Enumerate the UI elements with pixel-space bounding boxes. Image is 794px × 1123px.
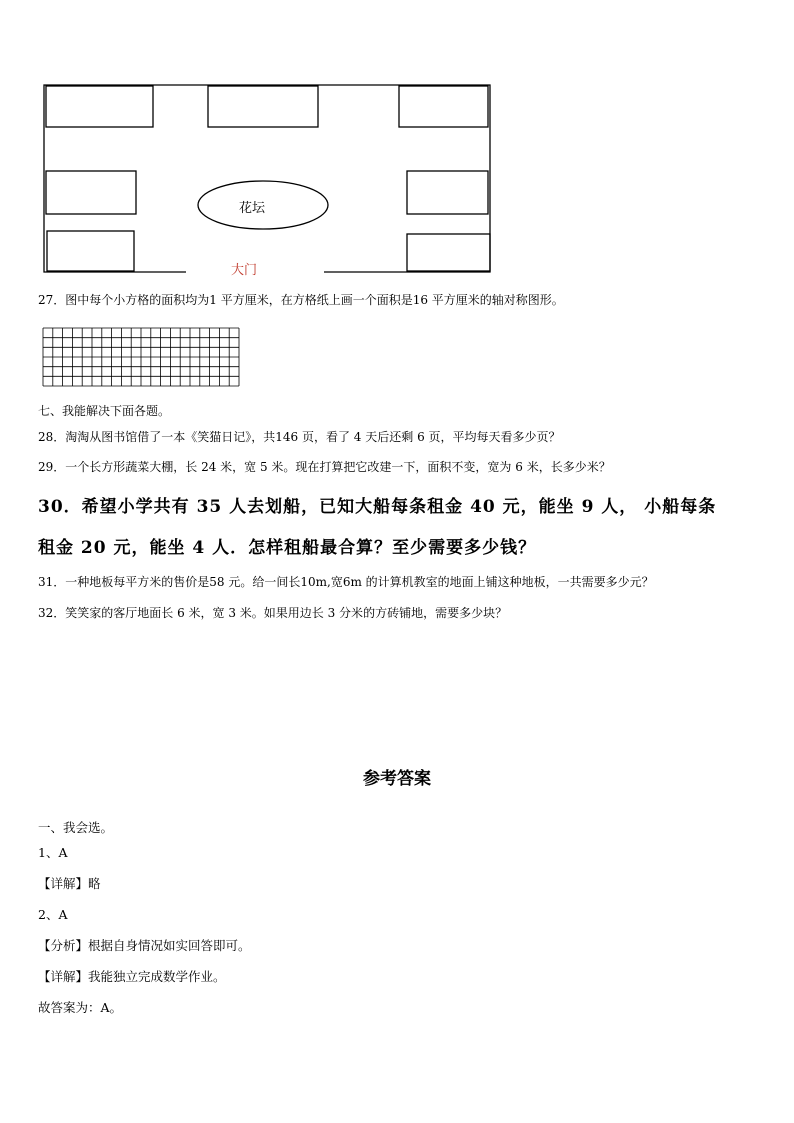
gate-label: 大门 — [230, 263, 258, 278]
building-top-right — [399, 86, 488, 127]
flower-bed-label: 花坛 — [238, 201, 266, 216]
question-30-line-1: 30．希望小学共有 35 人去划船，已知大船每条租金 40 元，能坐 9 人， 小船每条 — [38, 497, 717, 517]
answer-1: 1、A — [38, 845, 68, 860]
question-31: 31．一种地板每平方米的售价是58 元。给一间长10m,宽6m 的计算机教室的地面上铺这种地板，一共需要多少元？ — [38, 575, 654, 589]
building-top-center — [208, 86, 318, 127]
question-32: 32．笑笑家的客厅地面长 6 米，宽 3 米。如果用边长 3 分米的方砖铺地，需要多少块？ — [38, 606, 508, 620]
answers-section-one: 一、我会选。 — [38, 820, 114, 835]
question-27: 27．图中每个小方格的面积均为1 平方厘米，在方格纸上画一个面积是16 平方厘米的轴对称图形。 — [38, 293, 564, 307]
building-bottom-left — [47, 231, 134, 271]
answer-2: 2、A — [38, 907, 68, 922]
question-30-line-2: 租金 20 元，能坐 4 人．怎样租船最合算？至少需要多少钱？ — [38, 538, 537, 558]
building-middle-right — [407, 171, 488, 214]
grid-paper — [42, 327, 242, 389]
building-top-left — [46, 86, 153, 127]
question-28: 28．淘淘从图书馆借了一本《笑猫日记》，共146 页，看了 4 天后还剩 6 页，平均每天看多少页？ — [38, 430, 561, 444]
answer-1-detail: 【详解】略 — [38, 876, 101, 891]
answer-2-detail: 【详解】我能独立完成数学作业。 — [38, 969, 226, 984]
answer-2-analysis: 【分析】根据自身情况如实回答即可。 — [38, 938, 251, 953]
building-bottom-right — [407, 234, 490, 271]
campus-diagram — [0, 0, 794, 290]
answer-2-conclusion: 故答案为：A。 — [38, 1000, 123, 1015]
question-29: 29．一个长方形蔬菜大棚，长 24 米，宽 5 米。现在打算把它改建一下，面积不变，宽为 6 米，长多少米？ — [38, 460, 611, 474]
section-seven-heading: 七、我能解决下面各题。 — [38, 404, 171, 418]
building-middle-left — [46, 171, 136, 214]
answers-title: 参考答案 — [363, 769, 431, 789]
campus-boundary — [44, 85, 490, 272]
